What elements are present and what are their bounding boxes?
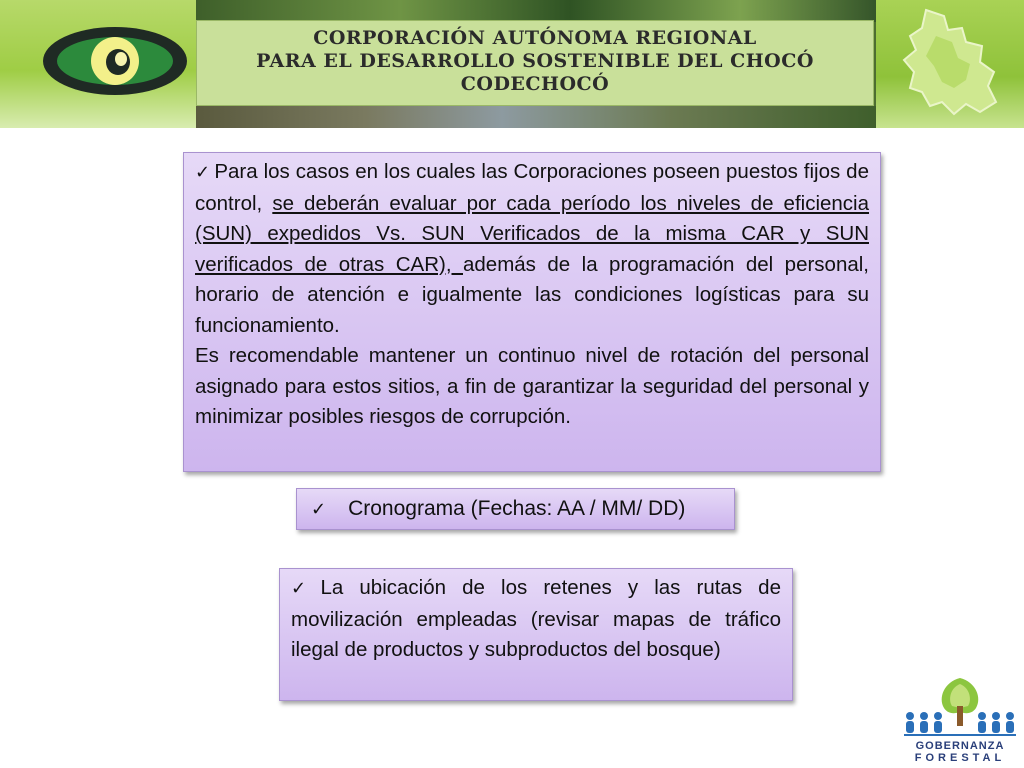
- paragraph-1-start: Para los casos en los cuales las Corporaciones poseen puestos fijos de control,: [195, 160, 869, 215]
- check-icon: ✓: [311, 499, 327, 520]
- logo-word-forestal: FORESTAL: [914, 752, 1006, 764]
- codechoco-oval-logo: [42, 26, 188, 96]
- paragraph-1: [195, 157, 869, 341]
- header-banner: [0, 0, 1024, 128]
- title-line-3: CODECHOCÓ: [460, 73, 610, 95]
- checkpoint-routes-text: La ubicación de los retenes y las rutas de movilización empleadas (revisar mapas de tráfico ilegal de productos y subproductos del bosque): [291, 576, 781, 661]
- header-right-panel: [876, 0, 1024, 128]
- header-photo-river: [196, 106, 876, 128]
- fixed-control-posts-box: [183, 152, 881, 472]
- checkpoint-routes-box: [279, 568, 793, 701]
- logo-word-gobernanza: GOBERNANZA: [915, 740, 1005, 752]
- choco-map-icon: [896, 6, 1006, 118]
- paragraph-1-underlined: se deberán evaluar por cada período los niveles de eficiencia (SUN) expedidos Vs. SUN Verificados de la misma CAR y SUN verificados de otras CAR),: [195, 191, 870, 276]
- schedule-box: [296, 488, 735, 530]
- tree-people-icon: [900, 672, 1020, 740]
- title-line-1: CORPORACIÓN AUTÓNOMA REGIONAL: [313, 27, 757, 49]
- schedule-text: Cronograma (Fechas: AA / MM/ DD): [348, 497, 686, 520]
- gobernanza-forestal-logo: [900, 672, 1020, 764]
- check-icon: ✓: [195, 162, 211, 183]
- check-icon: ✓: [291, 578, 317, 599]
- organization-title: [196, 20, 874, 106]
- paragraph-1-end: además de la programación del personal, horario de atención e igualmente las condiciones logísticas para su funcionamiento.: [195, 252, 870, 337]
- checkpoint-routes-paragraph: [291, 573, 781, 666]
- title-line-2: PARA EL DESARROLLO SOSTENIBLE DEL CHOCÓ: [256, 50, 814, 72]
- header-photo-trees: [196, 0, 876, 22]
- paragraph-2: Es recomendable mantener un continuo nivel de rotación del personal asignado para estos sitios, a fin de garantizar la seguridad del personal y minimizar posibles riesgos de corrupción.: [195, 344, 869, 428]
